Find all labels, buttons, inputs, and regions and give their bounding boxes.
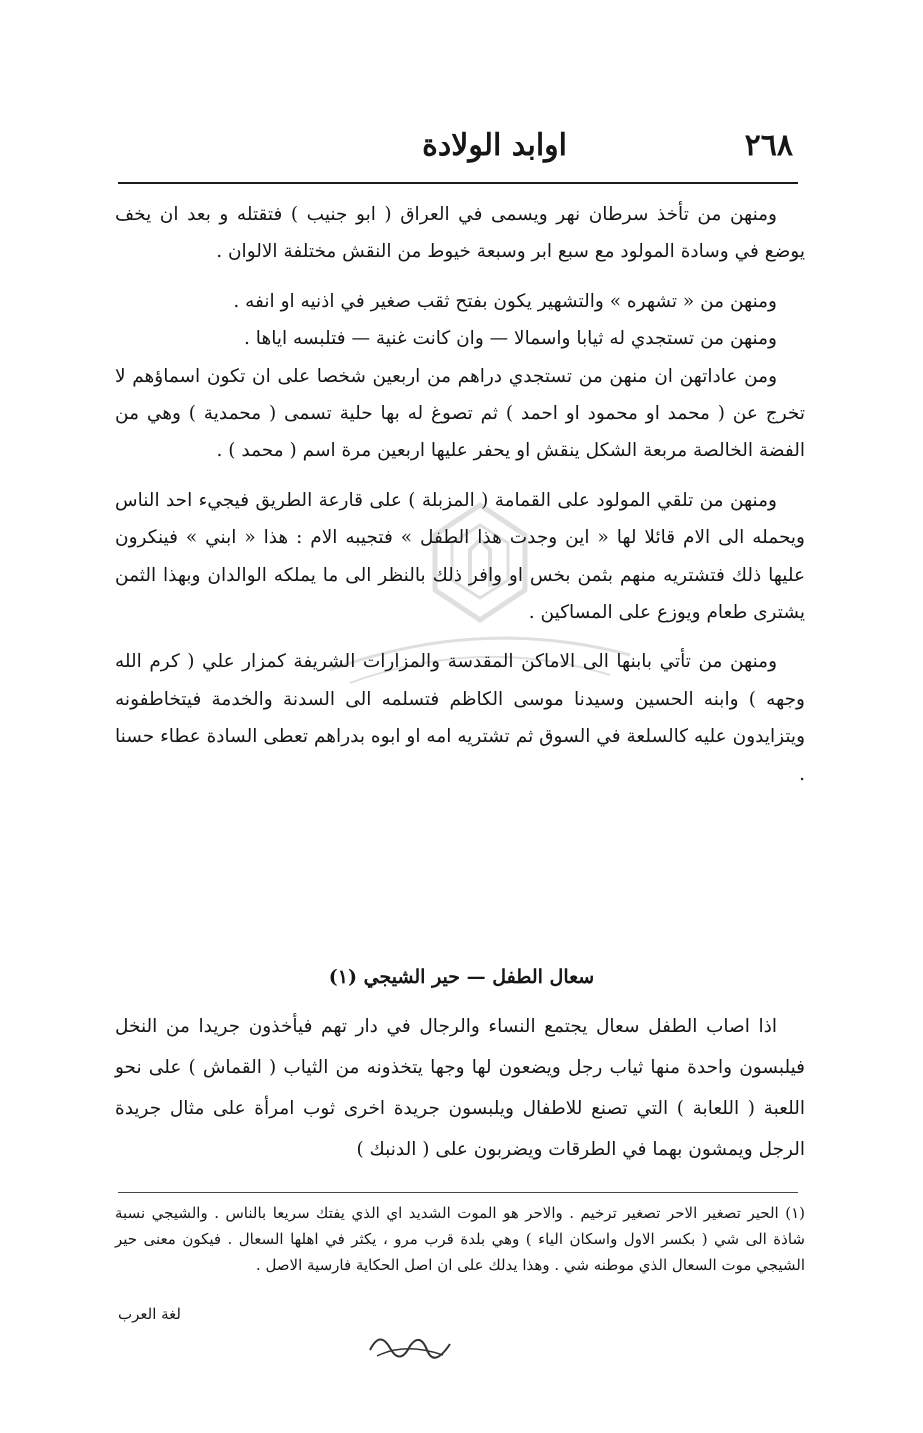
body-text bbox=[115, 196, 805, 805]
paragraph-cough: اذا اصاب الطفل سعال يجتمع النساء والرجال في دار تهم فيأخذون جريدا من النخل فيلبسون واحدة منها ثياب رجل ويضعون لها وجها يتخذونه من الثياب ( القماش ) على نحو اللعبة ( اللعابة ) التي تصنع للاطفال ويلبسون جريدة اخرى ثوب امرأة على مثال جريدة الرجل ويمشون بهما في الطرقات ويضربون على ( الدنبك ) bbox=[115, 1016, 805, 1160]
paragraph-tashhir: ومنهن من « تشهره » والتشهير يكون بفتح ثقب صغير في اذنيه او انفه . bbox=[233, 290, 777, 312]
section-text bbox=[115, 1006, 805, 1170]
paragraph-shrines: ومنهن من تأتي بابنها الى الاماكن المقدسة والمزارات الشريفة كمزار علي ( كرم الله وجهه ) وابنه الحسين وسيدنا موسى الكاظم فتسلمه الى السدنة والخدمة فيتخاطفونه ويتزايدون عليه كالسلعة في السوق ثم تشتريه امه او ابوه بدراهم تعطى السادة عطاء حسنا . bbox=[115, 651, 805, 785]
footnote-text: (١) الحير تصغير الاحر تصغير ترخيم . والاحر هو الموت الشديد اي الذي يفتك سريعا بالناس . والشيجي نسبة شاذة الى شي ( بكسر الاول واسكان الياء ) وهي بلدة قرب مرو ، يكثر في اهلها السعال . فيكون معنى حير الشيجي موت السعال الذي موطنه شي . وهذا يدلك على ان اصل الحكاية فارسية الاصل . bbox=[115, 1204, 805, 1274]
page-number: ٢٦٨ bbox=[744, 128, 793, 163]
paragraph-muhammadiya: ومن عاداتهن ان منهن من تستجدي دراهم من اربعين شخصا على ان تكون اسماؤهم لا تخرج عن ( محمد او محمود او احمد ) ثم تصوغ له بها حلية تسمى ( محمدية ) وهي من الفضة الخالصة مربعة الشكل ينقش او يحفر عليها اربعين مرة اسم ( محمد ) . bbox=[115, 365, 805, 462]
handwritten-signature-icon bbox=[365, 1322, 455, 1362]
page-header bbox=[118, 128, 805, 178]
footnote bbox=[115, 1200, 805, 1278]
running-title: اوابد الولادة bbox=[422, 128, 567, 163]
paragraph-crab: ومنهن من تأخذ سرطان نهر ويسمى في العراق ( ابو جنيب ) فتقتله و بعد ان يخف يوضع في وسادة المولود مع سبع ابر وسبعة خيوط من النقش مختلفة الالوان . bbox=[115, 204, 805, 263]
footer-label: لغة العرب bbox=[118, 1305, 181, 1323]
header-rule bbox=[118, 182, 798, 184]
footnote-rule bbox=[118, 1192, 798, 1193]
paragraph-clothes: ومنهن من تستجدي له ثيابا واسمالا — وان كانت غنية — فتلبسه اياها . bbox=[244, 328, 777, 350]
paragraph-rubbish: ومنهن من تلقي المولود على القمامة ( المزبلة ) على قارعة الطريق فيجيء احد الناس ويحمله الى الام قائلا لها « اين وجدت هذا الطفل » فتجيبه الام : هذا « ابني » فينكرون عليها ذلك فتشتريه منهم بثمن بخس او وافر ذلك بالنظر الى ما يملكه الوالدان وبهذا الثمن يشترى طعام ويوزع على المساكين . bbox=[115, 489, 805, 624]
section-heading: سعال الطفل — حير الشيجي (١) bbox=[328, 966, 595, 988]
